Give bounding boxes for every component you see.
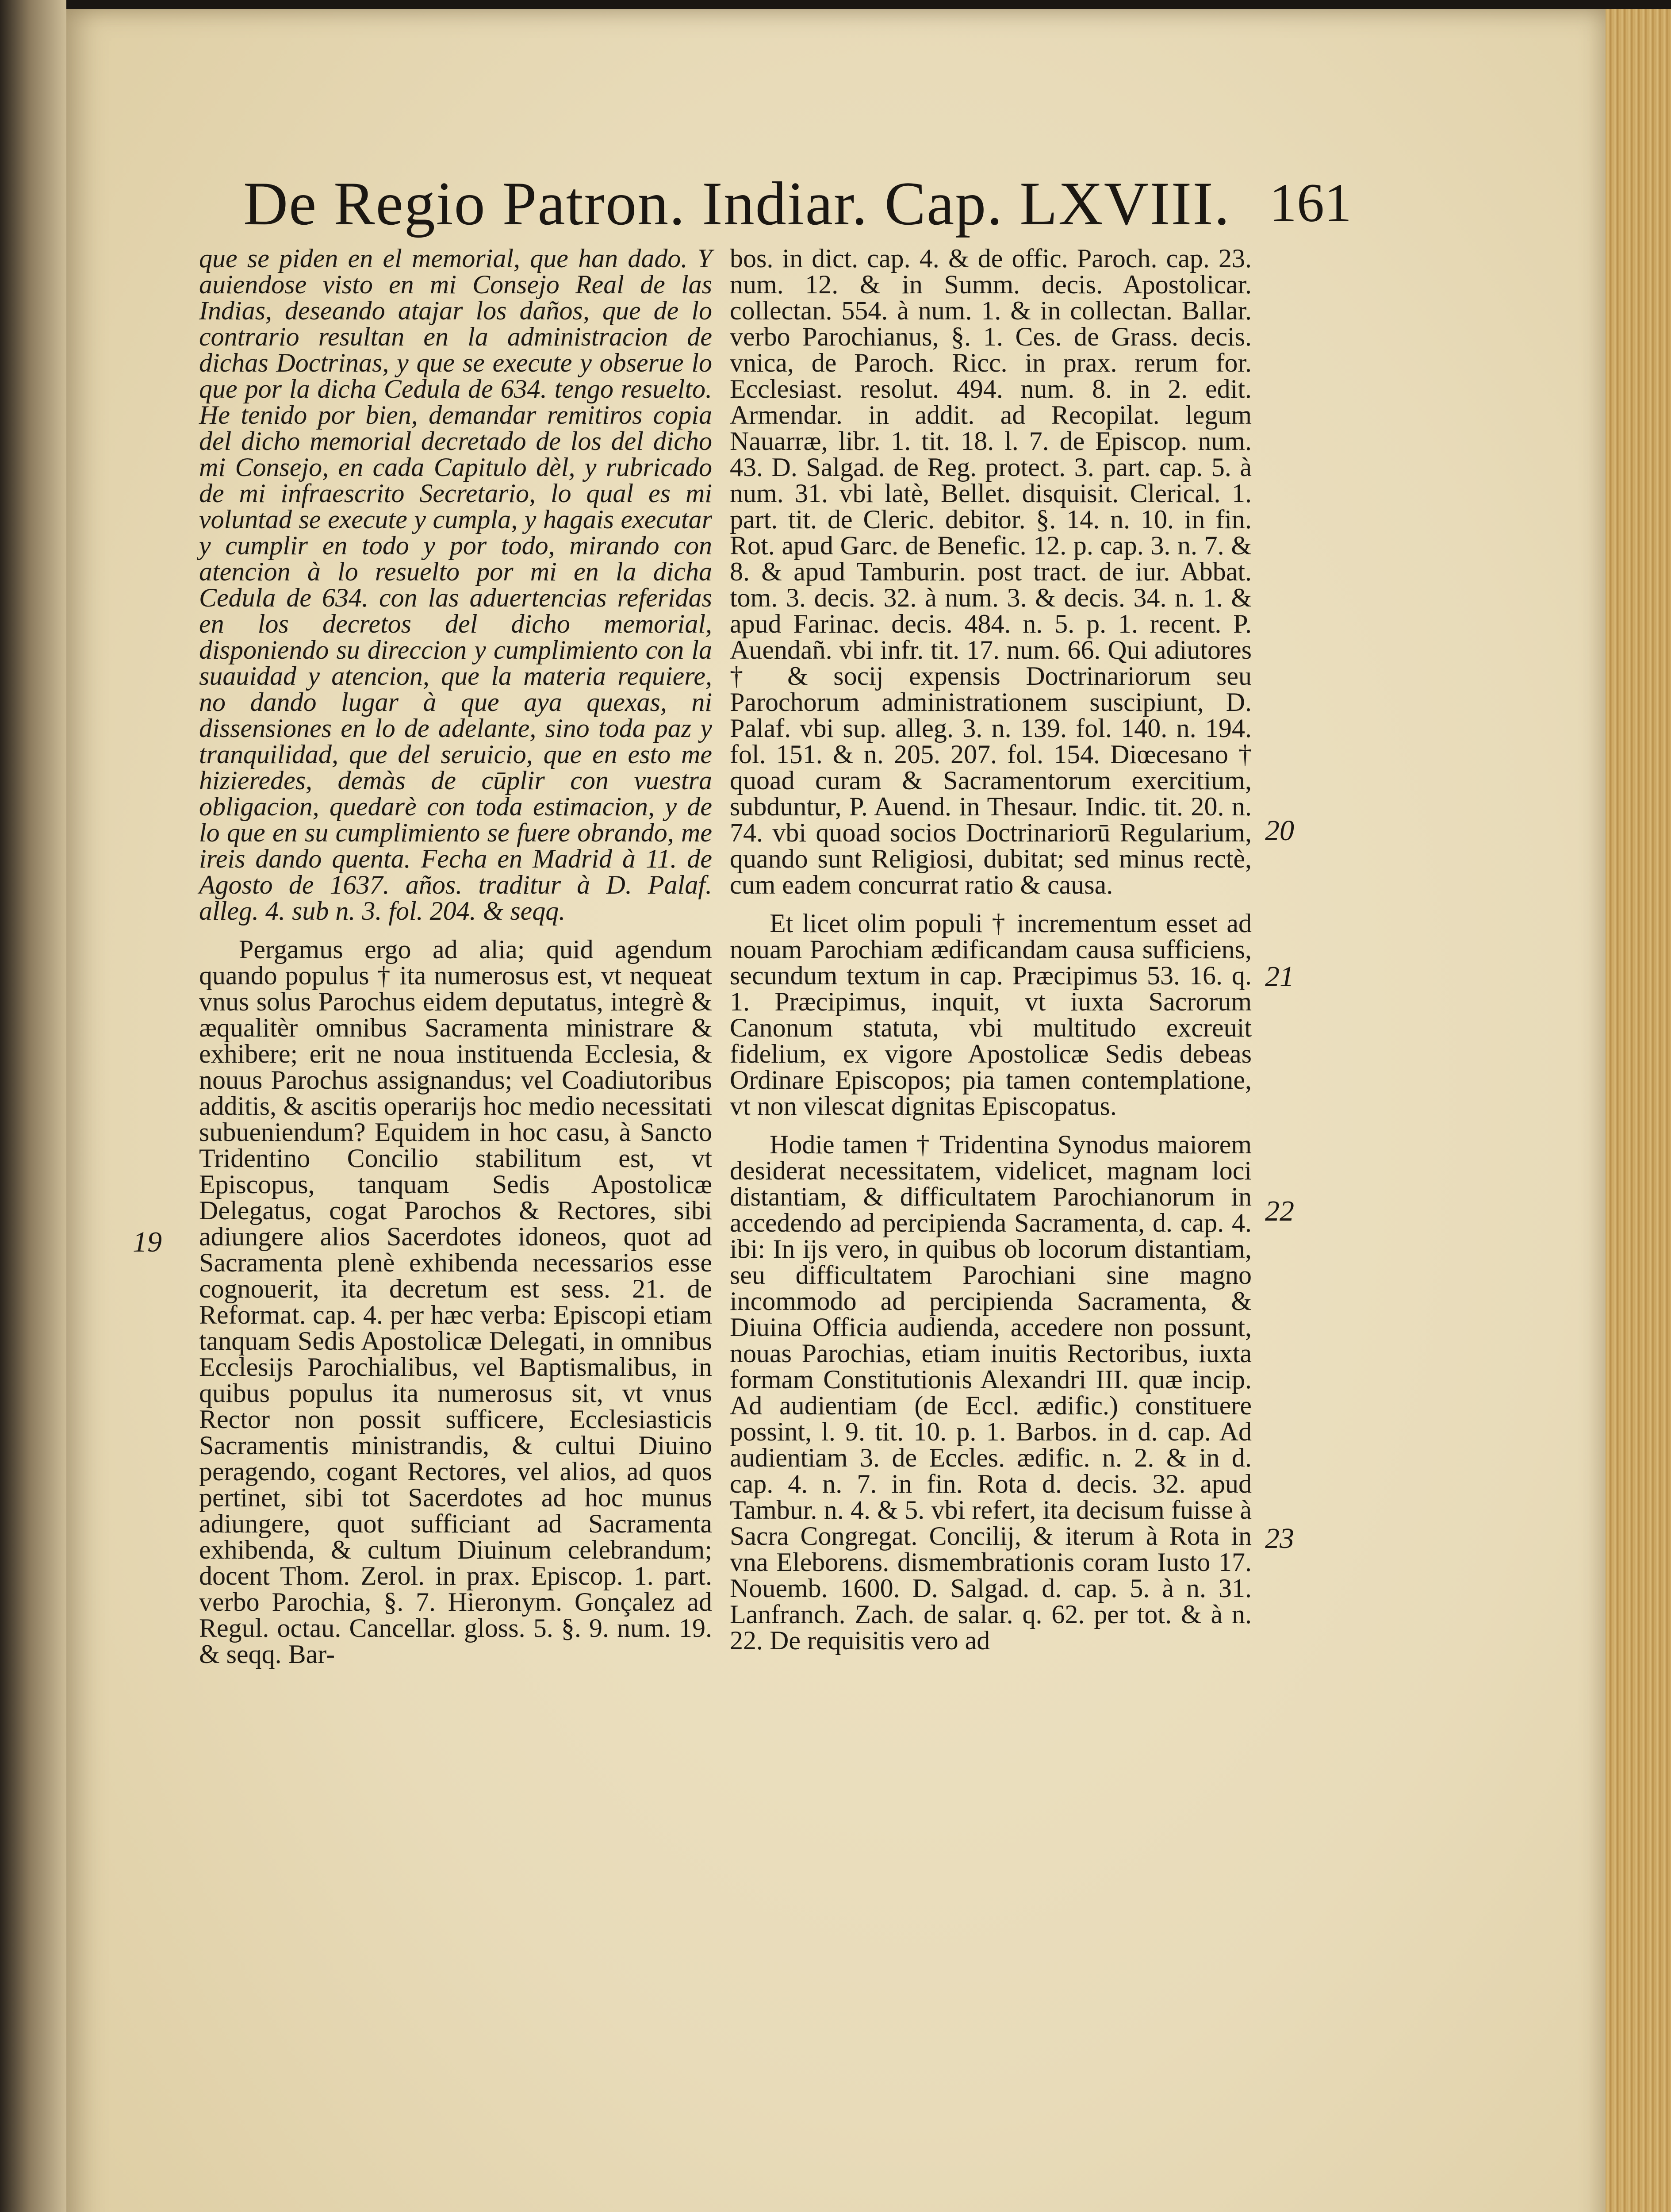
paragraph-et-licet: Et licet olim populi † incrementum esset ad nouam Parochiam ædificandam causa sufficiens, secundum textum in cap. Præcipimus 53. 16. q. 1. Præcipimus, inquit, vt iuxta Sacrorum Canonum statuta, vbi multitudo excreuit fidelium, ex vigore Apostolicæ Sedis debeas Ordinare Episcopos; pia tamen contemplatione, vt non vilescat dignitas Episcopatus.	[730, 909, 1252, 1121]
book-gutter-left	[0, 0, 66, 2212]
book-page-edges-right	[1606, 9, 1671, 2212]
left-column	[199, 246, 712, 1667]
page-number: 161	[1269, 173, 1352, 233]
running-header	[177, 150, 1352, 239]
paragraph-hodie-tamen: Hodie tamen † Tridentina Synodus maiorem desiderat necessitatem, videlicet, magnam loci distantiam, & difficultatem Parochianorum in accedendo ad percipienda Sacramenta, d. cap. 4. ibi: In ijs vero, in quibus ob locorum distantiam, seu difficultatem Parochiani sine magno incommodo ad percipienda Sacramenta, & Diuina Officia audienda, accedere non possunt, nouas Parochias, etiam inuitis Rectoribus, iuxta formam Constitutionis Alexandri III. quæ incip. Ad audientiam (de Eccl. ædific.) constituere possint, l. 9. tit. 10. p. 1. Barbos. in d. cap. Ad audientiam 3. de Eccles. ædific. n. 2. & in d. cap. 4. n. 7. in fin. Rota d. decis. 32. apud Tambur. n. 4. & 5. vbi refert, ita decisum fuisse à Sacra Congregat. Concilij, & iterum à Rota in vna Eleborens. dismembrationis coram Iusto 17. Nouemb. 1600. D. Salgad. d. cap. 5. à n. 31. Lanfranch. Zach. de salar. q. 62. per tot. & à n. 22. De requisitis vero ad	[730, 1130, 1252, 1655]
paragraph-pergamus: Pergamus ergo ad alia; quid agendum quando populus † ita numerosus est, vt nequeat vnus solus Parochus eidem deputatus, integrè & æqualitèr omnibus Sacramenta ministrare & exhibere; erit ne noua instituenda Ecclesia, & nouus Parochus assignandus; vel Coadiutoribus additis, & ascitis operarijs hoc medio necessitati subueniendum? Equidem in hoc casu, à Sancto Tridentino Concilio stabilitum est, vt Episcopus, tanquam Sedis Apostolicæ Delegatus, cogat Parochos & Rectores, sibi adiungere alios Sacerdotes idoneos, quot ad Sacramenta plenè exhibenda necessarios esse cognouerit, ita decretum est sess. 21. de Reformat. cap. 4. per hæc verba: Episcopi etiam tanquam Sedis Apostolicæ Delegati, in omnibus Ecclesijs Parochialibus, vel Baptismalibus, in quibus populus ita numerosus sit, vt vnus Rector non possit sufficere, Ecclesiasticis Sacramentis ministrandis, & cultui Diuino peragendo, cogant Rectores, vel alios, ad quos pertinet, sibi tot Sacerdotes ad hoc munus adiungere, quot sufficiant ad Sacramenta exhibenda, & cultum Diuinum celebrandum; docent Thom. Zerol. in prax. Episcop. 1. part. verbo Parochia, §. 7. Hieronym. Gonçalez ad Regul. octau. Cancellar. gloss. 5. §. 9. num. 19. & seqq. Bar-	[199, 935, 712, 1669]
margin-note-19: 19	[133, 1226, 162, 1258]
running-title: De Regio Patron. Indiar. Cap. LXVIII.	[243, 169, 1230, 238]
paragraph-citations: bos. in dict. cap. 4. & de offic. Paroch. cap. 23. num. 12. & in Summ. decis. Apostolicar. collectan. 554. à num. 1. & in collectan. Ballar. verbo Parochianus, §. 1. Ces. de Grass. decis. vnica, de Paroch. Ricc. in prax. rerum for. Ecclesiast. resolut. 494. num. 8. in 2. edit. Armendar. in addit. ad Recopilat. legum Nauarræ, libr. 1. tit. 18. l. 7. de Episcop. num. 43. D. Salgad. de Reg. protect. 3. part. cap. 5. à num. 31. vbi latè, Bellet. disquisit. Clerical. 1. part. tit. de Cleric. debitor. §. 14. n. 10. in fin. Rot. apud Garc. de Benefic. 12. p. cap. 3. n. 7. & 8. & apud Tamburin. post tract. de iur. Abbat. tom. 3. decis. 32. à num. 3. & decis. 34. n. 1. & apud Farinac. decis. 484. n. 5. p. 1. recent. P. Auendañ. vbi infr. tit. 17. num. 66. Qui adiutores † & socij expensis Doctrinariorum seu Parochorum administrationem suscipiunt, D. Palaf. vbi sup. alleg. 3. n. 139. fol. 140. n. 194. fol. 151. & n. 205. 207. fol. 154. Diœcesano † quoad curam & Sacramentorum exercitium, subduntur, P. Auend. in Thesaur. Indic. tit. 20. n. 74. vbi quoad socios Doctrinariorū Regularium, quando sunt Religiosi, dubitat; sed minus rectè, cum eadem concurrat ratio & causa.	[730, 244, 1252, 899]
right-column	[730, 246, 1252, 1654]
margin-note-21: 21	[1265, 960, 1294, 993]
margin-note-20: 20	[1265, 814, 1294, 847]
margin-note-22: 22	[1265, 1195, 1294, 1227]
royal-cedula-text: que se piden en el memorial, que han dado. Y auiendose visto en mi Consejo Real de las Indias, deseando atajar los daños, que de lo contrario resultan en la administracion de dichas Doctrinas, y que se execute y obserue lo que por la dicha Cedula de 634. tengo resuelto. He tenido por bien, demandar remitiros copia del dicho memorial decretado de los del dicho mi Consejo, en cada Capitulo dèl, y rubricado de mi infraescrito Secretario, lo qual es mi voluntad se execute y cumpla, y hagais executar y cumplir en todo y por todo, mirando con atencion à lo resuelto por mi en la dicha Cedula de 634. con las aduertencias referidas en los decretos del dicho memorial, disponiendo su direccion y cumplimiento con la suauidad y atencion, que la materia requiere, no dando lugar à que aya quexas, ni dissensiones en lo de adelante, sino toda paz y tranquilidad, que del seruicio, que en esto me hizieredes, demàs de cūplir con vuestra obligacion, quedarè con toda estimacion, y de lo que en su cumplimiento se fuere obrando, me ireis dando quenta. Fecha en Madrid à 11. de Agosto de 1637. años. traditur à D. Palaf. alleg. 4. sub n. 3. fol. 204. & seqq.	[199, 244, 712, 926]
margin-note-23: 23	[1265, 1522, 1294, 1555]
